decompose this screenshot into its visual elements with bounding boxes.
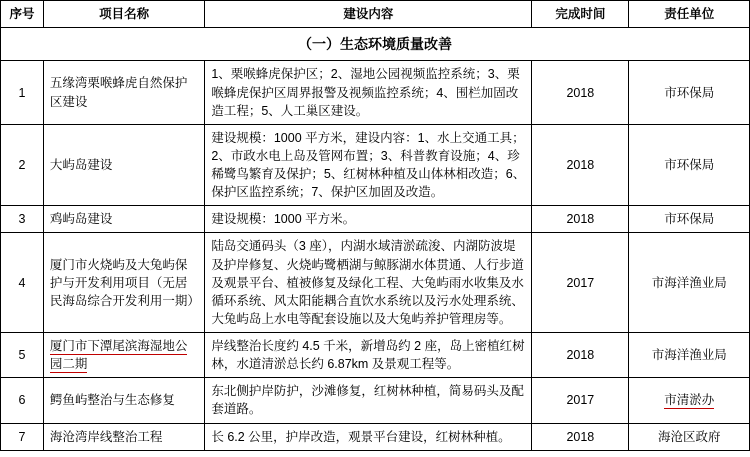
section-title-row (1, 28, 750, 61)
cell-project-name: 大屿岛建设 (43, 124, 204, 206)
cell-seq: 3 (1, 206, 44, 233)
cell-content: 岸线整治长度约 4.5 千米，新增岛约 2 座，岛上密植红树林，水道清淤总长约 6.87km 及景观工程等。 (205, 333, 532, 378)
cell-project-name: 五缘湾栗喉蜂虎自然保护区建设 (43, 61, 204, 124)
header-cell-seq: 序号 (1, 1, 44, 28)
cell-seq: 2 (1, 124, 44, 206)
cell-time: 2018 (532, 333, 629, 378)
section-title: （一）生态环境质量改善 (1, 28, 750, 61)
cell-time: 2017 (532, 233, 629, 333)
cell-project-name (43, 333, 204, 378)
cell-time: 2017 (532, 378, 629, 423)
cell-project-name: 鸡屿岛建设 (43, 206, 204, 233)
header-row (1, 1, 750, 28)
cell-seq: 7 (1, 423, 44, 450)
table-header (1, 1, 750, 28)
table-row (1, 61, 750, 124)
table-body (1, 28, 750, 451)
header-cell-name: 项目名称 (43, 1, 204, 28)
cell-unit (629, 378, 750, 423)
table-row (1, 233, 750, 333)
cell-time: 2018 (532, 423, 629, 450)
cell-content: 建设规模：1000 平方米。 (205, 206, 532, 233)
table-row (1, 423, 750, 450)
cell-time: 2018 (532, 206, 629, 233)
cell-time: 2018 (532, 61, 629, 124)
cell-project-name: 厦门市火烧屿及大兔屿保护与开发利用项目（无居民海岛综合开发利用一期） (43, 233, 204, 333)
cell-unit: 市环保局 (629, 124, 750, 206)
cell-content: 陆岛交通码头（3 座），内湖水域清淤疏浚、内湖防波堤及护岸修复、火烧屿鹭栖湖与鲸豚湖水体贯通、人行步道及观景平台、植被修复及绿化工程、大兔屿雨水收集及水循环系统、风太阳能耦合直饮水系统以及污水处理系统、大兔屿岛上水电等配套设施以及大兔屿养护管理房等。 (205, 233, 532, 333)
cell-project-name-text: 厦门市下潭尾滨海湿地公园二期 (49, 339, 188, 372)
cell-content: 1、栗喉蜂虎保护区；2、湿地公园视频监控系统；3、栗喉蜂虎保护区周界报警及视频监控系统；4、围栏加固改造工程；5、人工巢区建设。 (205, 61, 532, 124)
cell-seq: 4 (1, 233, 44, 333)
cell-unit: 市海洋渔业局 (629, 333, 750, 378)
cell-unit: 市环保局 (629, 61, 750, 124)
header-cell-time: 完成时间 (532, 1, 629, 28)
cell-time: 2018 (532, 124, 629, 206)
cell-unit: 市环保局 (629, 206, 750, 233)
table-row (1, 124, 750, 206)
cell-content: 建设规模：1000 平方米，建设内容：1、水上交通工具；2、市政水电上岛及管网布置；3、科普教育设施；4、珍稀鹭鸟繁育及保护；5、红树林种植及山体林相改造；6、保护区监控系统；7、保护区加固及改造。 (205, 124, 532, 206)
table-row (1, 206, 750, 233)
cell-unit: 市海洋渔业局 (629, 233, 750, 333)
cell-seq: 5 (1, 333, 44, 378)
cell-project-name: 海沧湾岸线整治工程 (43, 423, 204, 450)
table-row (1, 378, 750, 423)
cell-seq: 1 (1, 61, 44, 124)
header-cell-content: 建设内容 (205, 1, 532, 28)
table-row (1, 333, 750, 378)
cell-content: 长 6.2 公里，护岸改造，观景平台建设，红树林种植。 (205, 423, 532, 450)
cell-content: 东北侧护岸防护，沙滩修复，红树林种植，简易码头及配套道路。 (205, 378, 532, 423)
cell-seq: 6 (1, 378, 44, 423)
cell-project-name: 鳄鱼屿整治与生态修复 (43, 378, 204, 423)
header-cell-unit: 责任单位 (629, 1, 750, 28)
cell-unit: 海沧区政府 (629, 423, 750, 450)
cell-unit-text: 市清淤办 (664, 393, 715, 408)
